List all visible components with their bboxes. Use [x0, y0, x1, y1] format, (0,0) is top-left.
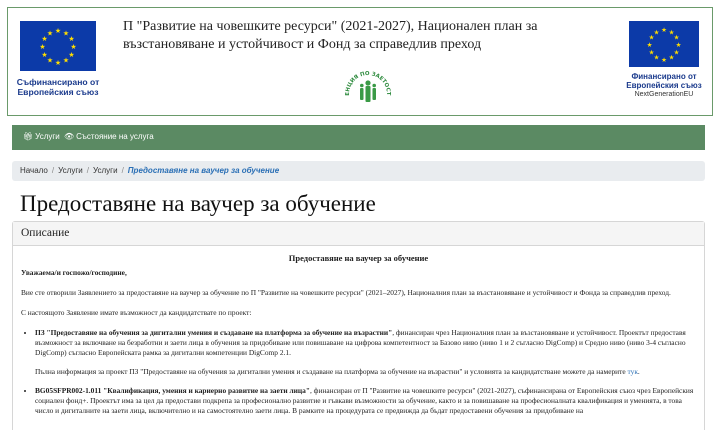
svg-text:★: ★ [661, 56, 667, 64]
svg-text:★: ★ [54, 27, 62, 35]
svg-text:★: ★ [673, 48, 680, 57]
header-banner [7, 7, 713, 116]
svg-text:★: ★ [46, 56, 54, 65]
svg-text:★: ★ [648, 33, 655, 42]
svg-text:★: ★ [62, 56, 70, 65]
nav-status-link[interactable] [64, 132, 154, 141]
page-title: Предоставяне на ваучер за обучение [20, 191, 376, 216]
right-logo-subcaption: NextGenerationEU [634, 91, 694, 98]
svg-text:★: ★ [646, 41, 653, 49]
employment-agency-logo [341, 64, 395, 112]
left-logo-caption: Съфинансирано от Европейския съюз [16, 77, 100, 97]
project1-text: , финансиран чрез Националния план за възстановяване и устойчивост. Проектът предоставя възможност за включване на безработни и заети лица в обучения за придобиване или повишаване на цифрова компетентност за Базово ниво (ниво 1 и 2 съгласно DigComp) и Средно ниво (ниво 3-4 съгласно DigComp) съгласно Европейската рамка за дигитални компетенции DigComp 2.1. [35, 328, 686, 357]
svg-text:★: ★ [68, 51, 75, 59]
panel-body [13, 246, 704, 430]
svg-text:★: ★ [661, 26, 667, 34]
svg-text:★: ★ [668, 28, 675, 37]
project2-text: , финансиран от П "Развитие на човешките ресурси" (2021-2027), съфинансирана от Европейския съюз чрез Европейския социален фонд+. Проектът има за цел да предостави подкрепа за професионално развитие и гъвкави възможности за обучение, както и за повишаване на професионалната квалификация и уменията, в това число и дигиталните на заети лица, включително и на самостоятелно заети лица. В рамките на процедурата се предвижда да бъдат предоставени обучения за придобиване на [35, 386, 694, 415]
choose-paragraph: С настоящото Заявление имате възможност да кандидатствате по проект: [21, 308, 252, 317]
breadcrumb-separator: / [86, 166, 89, 175]
program-title: П "Развитие на човешките ресурси" (2021-2027), Национален план за възстановяване и устойчивост и Фонд за справедлив преход [123, 19, 538, 52]
breadcrumb-services-2[interactable]: Услуги [92, 166, 118, 175]
eye-icon: 👁︎ [64, 132, 75, 141]
breadcrumb [12, 161, 705, 181]
nav-services-link[interactable] [23, 132, 60, 141]
project1-more: Пълна информация за проект ПЗ "Предоставяне на обучения за дигитални умения и създаване на платформа за обучение на възрастни" и условията за кандидатстване можете да намерите тук. [35, 367, 640, 376]
breadcrumb-services-1[interactable]: Услуги [58, 166, 83, 175]
eu-flag-logo-left [20, 21, 96, 71]
svg-text:★: ★ [653, 28, 660, 37]
svg-text:★: ★ [673, 33, 680, 42]
breadcrumb-separator: / [121, 166, 124, 175]
eu-stars-icon [629, 21, 699, 67]
description-panel [12, 221, 705, 430]
gift-icon: 🎁︎ [23, 132, 34, 141]
right-logo-caption: Финансирано от Европейския съюз [626, 72, 702, 90]
project1-link[interactable]: тук [627, 367, 638, 376]
svg-text:★: ★ [675, 41, 682, 49]
svg-text:★: ★ [62, 29, 70, 38]
agency-logo-text: ЕНЦИЯ ПО ЗАЕТОСТ [344, 70, 392, 96]
svg-text:★: ★ [68, 35, 75, 43]
document-title: Предоставяне на ваучер за обучение [288, 253, 429, 263]
list-item [35, 386, 696, 416]
svg-text:★: ★ [41, 35, 48, 43]
svg-text:★: ★ [70, 43, 77, 51]
projects-list [35, 328, 696, 416]
project1-more-text: Пълна информация за проект ПЗ "Предоставяне на обучения за дигитални умения и създаване на платформа за обучение на възрастни" и условията за кандидатстване можете да намерите [35, 367, 628, 376]
breadcrumb-current: Предоставяне на ваучер за обучение [127, 166, 280, 175]
svg-text:★: ★ [668, 53, 675, 62]
breadcrumb-home[interactable]: Начало [20, 166, 48, 175]
svg-text:★: ★ [39, 43, 46, 51]
panel-heading: Описание [13, 222, 704, 246]
main-navbar [12, 125, 705, 150]
project2-title: BG05SFPR002-1.011 "Квалификация, умения и кариерно развитие на заети лица" [35, 386, 310, 395]
svg-text:★: ★ [54, 59, 62, 67]
svg-text:★: ★ [653, 53, 660, 62]
eu-stars-icon [20, 21, 96, 71]
intro-paragraph: Вие сте отворили Заявлението за предоставяне на ваучер за обучение по П "Развитие на човешките ресурси" (2021–2027), Националния план за възстановяване и устойчивост и Фонда за справедлив преход. [21, 288, 671, 297]
nav-services-label: Услуги [35, 132, 60, 141]
svg-text:★: ★ [648, 48, 655, 57]
nav-status-label: Състояние на услуга [76, 132, 154, 141]
breadcrumb-separator: / [51, 166, 55, 175]
svg-text:★: ★ [46, 29, 54, 38]
project1-title: ПЗ "Предоставяне на обучения за дигитални умения и създаване на платформа за обучение на възрастни" [35, 328, 393, 337]
greeting: Уважаема/и госпожо/господине, [21, 268, 127, 277]
svg-text:★: ★ [41, 51, 48, 59]
list-item [35, 328, 696, 377]
eu-flag-logo-right [629, 21, 699, 67]
